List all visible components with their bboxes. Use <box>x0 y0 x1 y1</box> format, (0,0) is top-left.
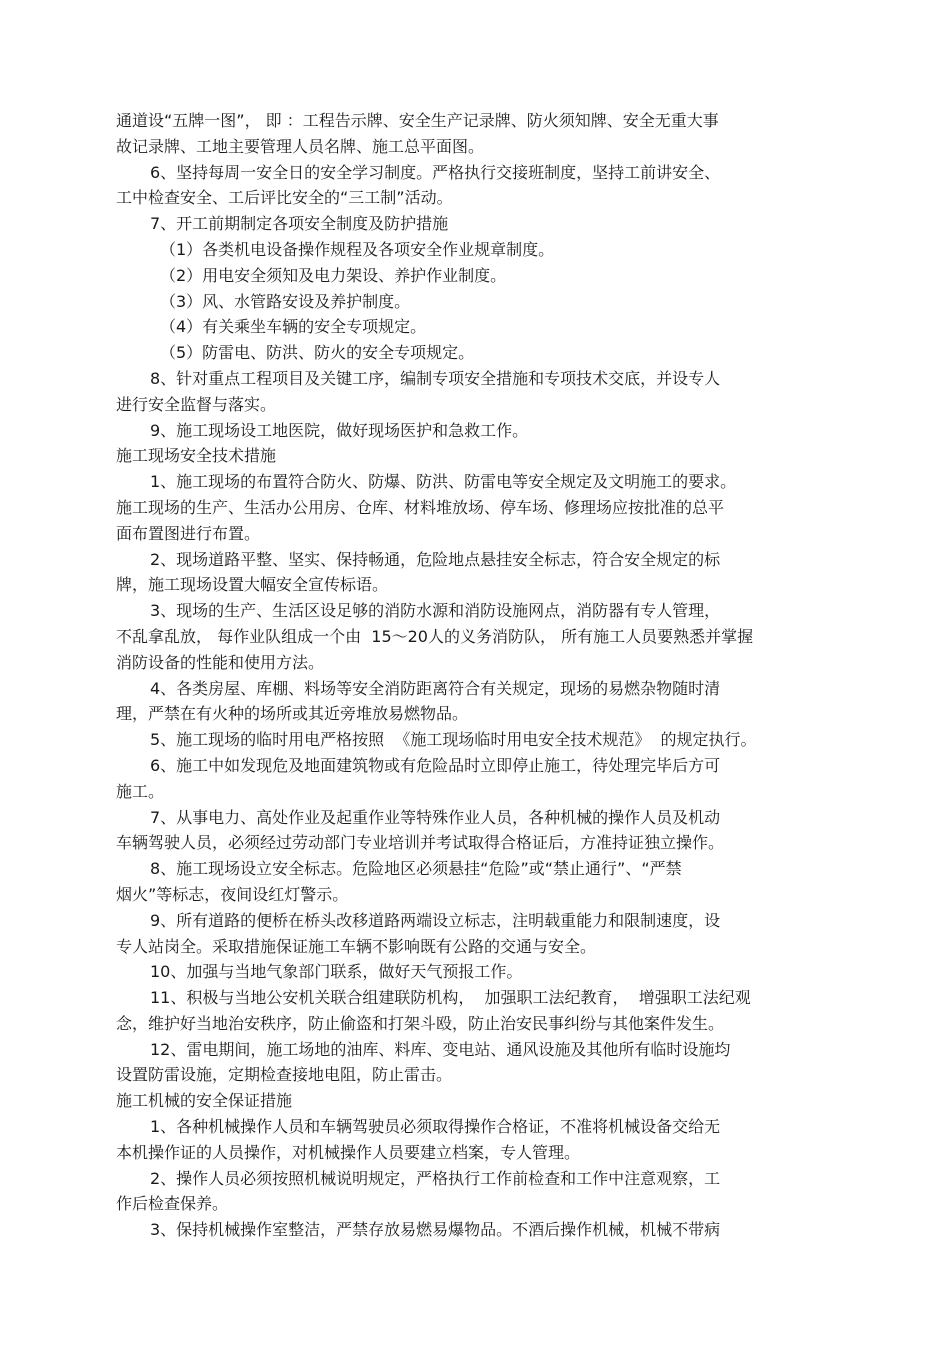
text-line: 7、从事电力、高处作业及起重作业等特殊作业人员，各种机械的操作人员及机动 <box>150 807 721 827</box>
text-line: （5）防雷电、防洪、防火的安全专项规定。 <box>160 343 475 363</box>
text-line: 进行安全监督与落实。 <box>116 394 277 414</box>
text-line: 9、所有道路的便桥在桥头改移道路两端设立标志，注明载重能力和限制速度，设 <box>150 910 721 930</box>
text-line: 念，维护好当地治安秩序，防止偷盗和打架斗殴，防止治安民事纠纷与其他案件发生。 <box>116 1013 725 1033</box>
text-line: 面布置图进行布置。 <box>116 523 261 543</box>
text-line: 2、现场道路平整、坚实、保持畅通，危险地点悬挂安全标志，符合安全规定的标 <box>150 549 721 569</box>
text-line: 9、施工现场设工地医院，做好现场医护和急救工作。 <box>150 420 529 440</box>
text-line: 烟火”等标志，夜间设红灯警示。 <box>116 884 349 904</box>
text-line: 专人站岗全。采取措施保证施工车辆不影响既有公路的交通与安全。 <box>116 936 597 956</box>
text-line: 8、针对重点工程项目及关键工序，编制专项安全措施和专项技术交底，并设专人 <box>150 368 721 388</box>
text-line: 4、各类房屋、库棚、料场等安全消防距离符合有关规定，现场的易燃杂物随时清 <box>150 678 721 698</box>
text-line: 工中检查安全、工后评比安全的“三工制”活动。 <box>116 188 453 208</box>
text-line: 11、积极与当地公安机关联合组建联防机构， 加强职工法纪教育， 增强职工法纪观 <box>150 988 751 1008</box>
text-line: （4）有关乘坐车辆的安全专项规定。 <box>160 317 427 337</box>
text-line: 消防设备的性能和使用方法。 <box>116 652 325 672</box>
text-line: 施工现场的生产、生活办公用房、仓库、材料堆放场、停车场、修理场应按批准的总平 <box>116 497 725 517</box>
text-line: 故记录牌、工地主要管理人员名牌、施工总平面图。 <box>116 136 485 156</box>
text-line: （2）用电安全须知及电力架设、养护作业制度。 <box>160 265 507 285</box>
text-line: 施工。 <box>116 781 165 801</box>
text-line: 7、开工前期制定各项安全制度及防护措施 <box>150 214 449 234</box>
text-line: （3）风、水管路安设及养护制度。 <box>160 291 411 311</box>
text-line: 牌，施工现场设置大幅安全宣传标语。 <box>116 575 389 595</box>
text-line: 1、施工现场的布置符合防火、防爆、防洪、防雷电等安全规定及文明施工的要求。 <box>150 472 737 492</box>
text-line: 6、坚持每周一安全日的安全学习制度。严格执行交接班制度，坚持工前讲安全、 <box>150 162 721 182</box>
document-body <box>0 108 950 1243</box>
text-line: （1）各类机电设备操作规程及各项安全作业规章制度。 <box>160 239 555 259</box>
text-line: 10、加强与当地气象部门联系，做好天气预报工作。 <box>150 962 523 982</box>
text-line: 12、雷电期间，施工场地的油库、料库、变电站、通风设施及其他所有临时设施均 <box>150 1039 731 1059</box>
text-line: 设置防雷设施，定期检查接地电阻，防止雷击。 <box>116 1065 453 1085</box>
text-line: 2、操作人员必须按照机械说明规定，严格执行工作前检查和工作中注意观察，工 <box>150 1168 721 1188</box>
text-line: 1、各种机械操作人员和车辆驾驶员必须取得操作合格证，不准将机械设备交给无 <box>150 1117 721 1137</box>
text-line: 5、施工现场的临时用电严格按照 《施工现场临时用电安全技术规范》 的规定执行。 <box>150 730 757 750</box>
text-line: 不乱拿乱放， 每作业队组成一个由 15～20人的义务消防队， 所有施工人员要熟悉并掌握 <box>116 626 754 646</box>
text-line: 3、现场的生产、生活区设足够的消防水源和消防设施网点，消防器有专人管理， <box>150 601 721 621</box>
text-line: 8、施工现场设立安全标志。危险地区必须悬挂“危险”或“禁止通行”、“严禁 <box>150 859 682 879</box>
text-line: 理，严禁在有火种的场所或其近旁堆放易燃物品。 <box>116 704 469 724</box>
text-line: 6、施工中如发现危及地面建筑物或有危险品时立即停止施工，待处理完毕后方可 <box>150 755 721 775</box>
text-line: 施工现场安全技术措施 <box>116 446 277 466</box>
text-line: 本机操作证的人员操作，对机械操作人员要建立档案，专人管理。 <box>116 1142 581 1162</box>
text-line: 车辆驾驶人员，必须经过劳动部门专业培训并考试取得合格证后，方准持证独立操作。 <box>116 833 725 853</box>
text-line: 通道设“五牌一图”， 即 ：工程告示牌、安全生产记录牌、防火须知牌、安全无重大事 <box>116 111 719 130</box>
text-line: 施工机械的安全保证措施 <box>116 1091 293 1111</box>
text-line: 3、保持机械操作室整洁，严禁存放易燃易爆物品。不酒后操作机械，机械不带病 <box>150 1220 721 1240</box>
text-line: 作后检查保养。 <box>116 1194 229 1214</box>
